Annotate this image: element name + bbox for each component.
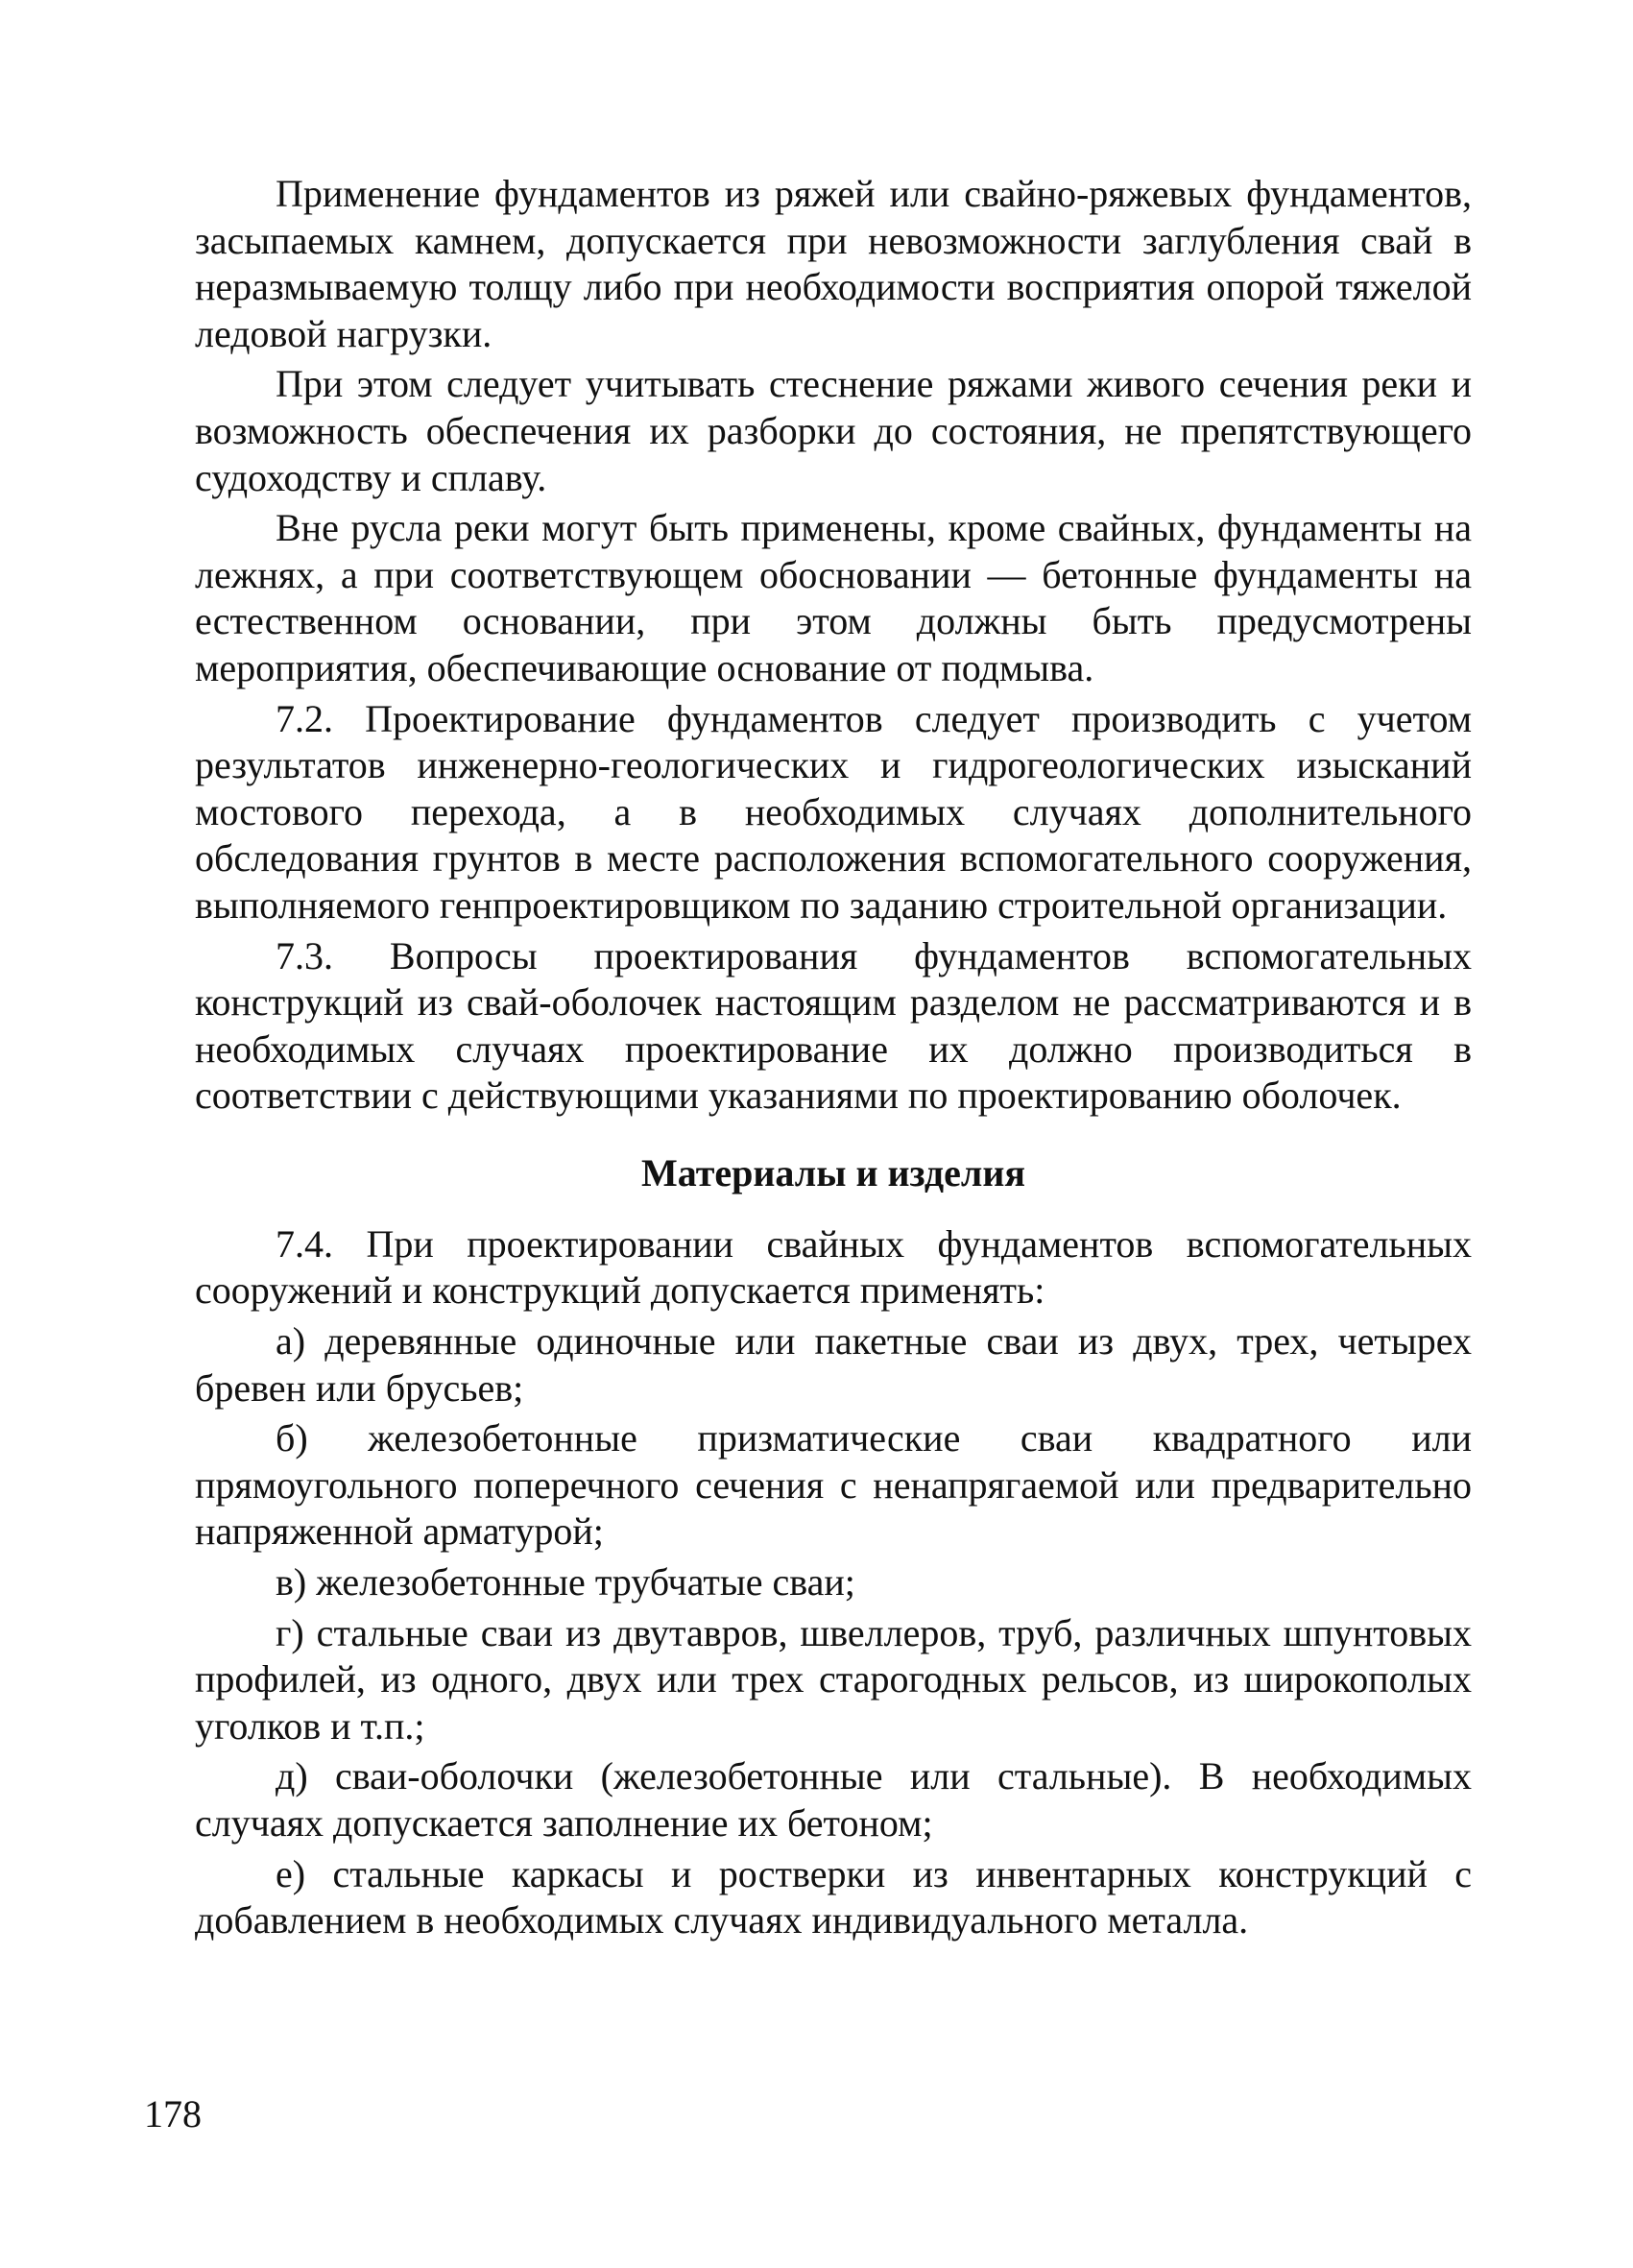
list-item: в) железобетонные трубчатые сваи; xyxy=(276,1560,855,1604)
section-heading: Материалы и изделия xyxy=(641,1150,1025,1194)
paragraph: 7.2. Проектирование фундаментов следует производить с учетом результатов инженерно-геологических и гидрогеологических изысканий мостового перехода, а в необходимых случаях дополнительного обследования грунтов в месте расположения вспомогательного сооружения, выполняемого генпроектировщиком по заданию строительной организации. xyxy=(195,696,1472,927)
paragraph: При этом следует учитывать стеснение ряжами живого сечения реки и возможность обеспечения их разборки до состояния, не препятствующего судоходству и сплаву. xyxy=(195,362,1472,499)
paragraph: Вне русла реки могут быть применены, кроме свайных, фундаменты на лежнях, а при соответствующем обосновании — бетонные фундаменты на естественном основании, при этом должны быть предусмотрены мероприятия, обеспечивающие основание от подмыва. xyxy=(195,506,1472,689)
list-item: д) сваи-оболочки (железобетонные или стальные). В необходимых случаях допускается заполнение их бетоном; xyxy=(195,1754,1472,1845)
list-item: г) стальные сваи из двутавров, швеллеров, труб, различных шпунтовых профилей, из одного, двух или трех старогодных рельсов, из широкополых уголков и т.п.; xyxy=(195,1610,1472,1748)
paragraph: Применение фундаментов из ряжей или свайно-ряжевых фундаментов, засыпаемых камнем, допускается при невозможности заглубления свай в неразмываемую толщу либо при необходимости восприятия опорой тяжелой ледовой нагрузки. xyxy=(195,172,1472,355)
list-item: б) железобетонные призматические сваи квадратного или прямоугольного поперечного сечения с ненапрягаемой или предварительно напряженной арматурой; xyxy=(195,1416,1472,1554)
list-item: а) деревянные одиночные или пакетные сваи из двух, трех, четырех бревен или брусьев; xyxy=(195,1319,1472,1410)
body-text xyxy=(195,171,1472,1948)
paragraph: 7.4. При проектировании свайных фундаментов вспомогательных сооружений и конструкций допускается применять: xyxy=(195,1221,1472,1313)
paragraph: 7.3. Вопросы проектирования фундаментов вспомогательных конструкций из свай-оболочек настоящим разделом не рассматриваются и в необходимых случаях проектирование их должно производиться в соответствии с действующими указаниями по проектированию оболочек. xyxy=(195,933,1472,1118)
list-item: е) стальные каркасы и ростверки из инвентарных конструкций с добавлением в необходимых случаях индивидуального металла. xyxy=(195,1851,1472,1942)
page-number: 178 xyxy=(144,2092,202,2135)
